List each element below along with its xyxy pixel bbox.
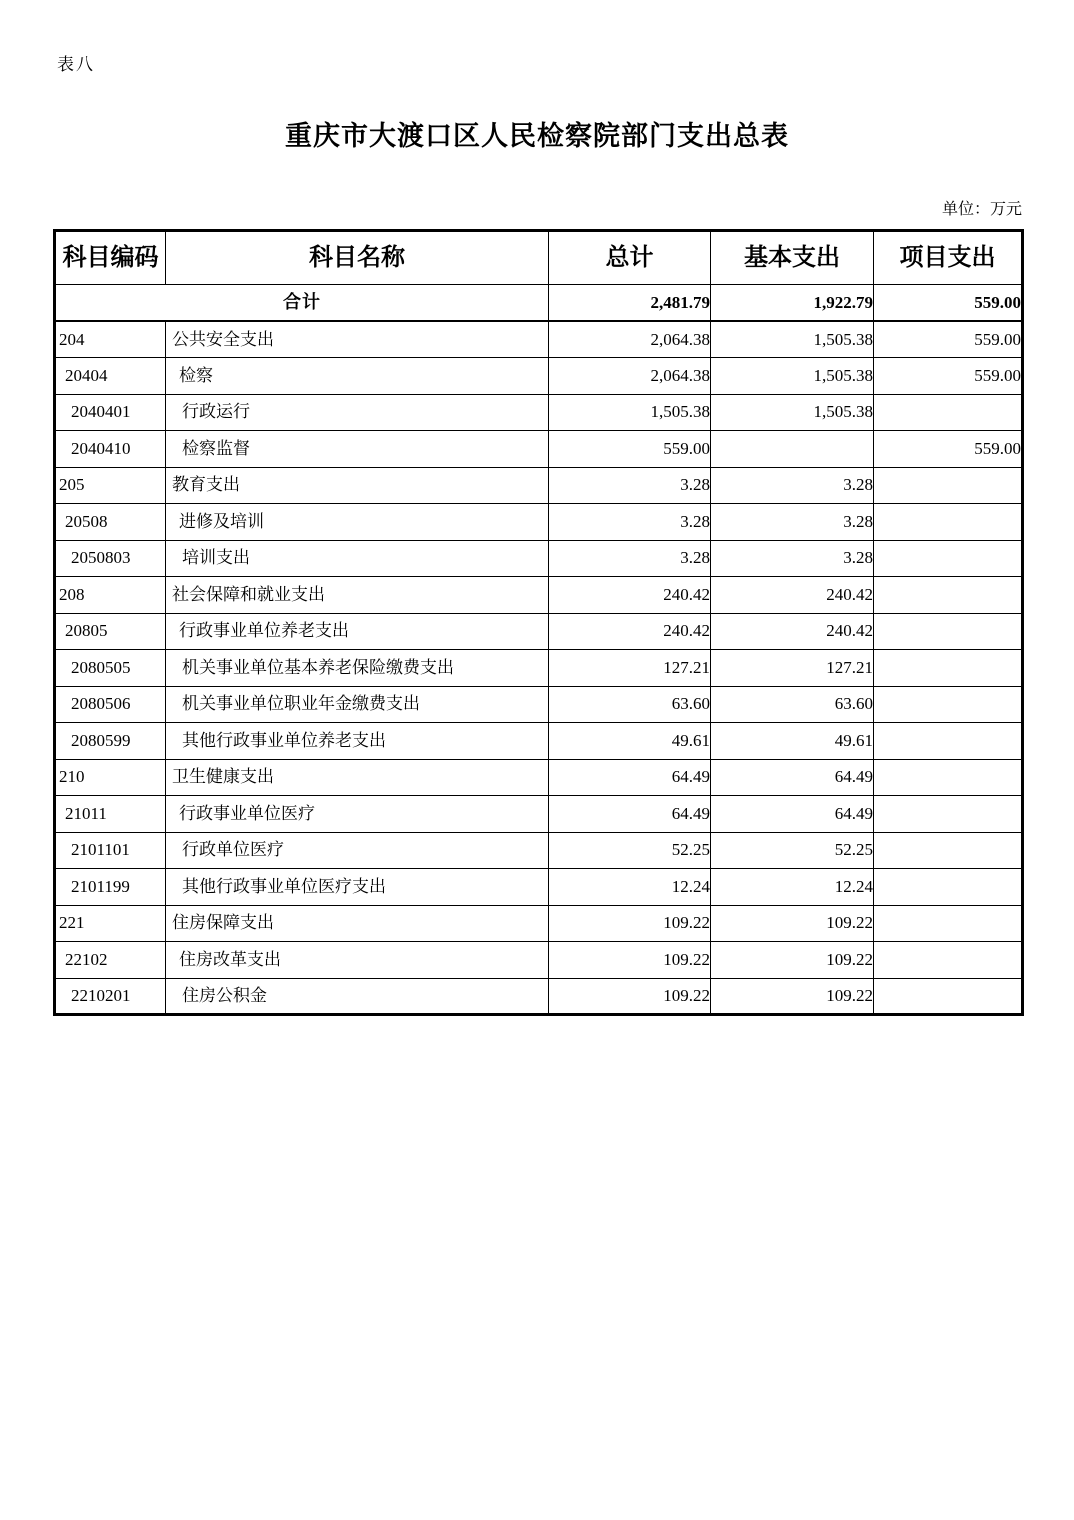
total-value-cell: 109.22 bbox=[549, 942, 711, 979]
subject-code-cell: 204 bbox=[55, 321, 166, 358]
subject-name-cell: 行政事业单位养老支出 bbox=[166, 613, 549, 650]
table-row bbox=[55, 577, 1023, 614]
project-value-cell bbox=[874, 869, 1023, 906]
project-value-cell bbox=[874, 650, 1023, 687]
table-row bbox=[55, 796, 1023, 833]
subject-code-cell: 2040401 bbox=[55, 394, 166, 431]
table-row bbox=[55, 613, 1023, 650]
basic-value-cell: 64.49 bbox=[711, 796, 874, 833]
subject-code-cell: 2080506 bbox=[55, 686, 166, 723]
table-row bbox=[55, 540, 1023, 577]
subject-code-cell: 2101199 bbox=[55, 869, 166, 906]
page-title: 重庆市大渡口区人民检察院部门支出总表 bbox=[285, 121, 789, 151]
total-value-cell: 109.22 bbox=[549, 978, 711, 1015]
total-value-cell: 2,064.38 bbox=[549, 321, 711, 358]
total-value-cell: 63.60 bbox=[549, 686, 711, 723]
subject-code-cell: 20508 bbox=[55, 504, 166, 541]
total-value-cell: 559.00 bbox=[549, 431, 711, 468]
project-value-cell: 559.00 bbox=[874, 358, 1023, 395]
project-value-cell bbox=[874, 540, 1023, 577]
total-value-cell: 64.49 bbox=[549, 796, 711, 833]
basic-value-cell: 52.25 bbox=[711, 832, 874, 869]
total-value-cell: 3.28 bbox=[549, 504, 711, 541]
project-value-cell bbox=[874, 504, 1023, 541]
project-value-cell bbox=[874, 905, 1023, 942]
total-value-cell: 240.42 bbox=[549, 613, 711, 650]
subject-name-cell: 培训支出 bbox=[166, 540, 549, 577]
subject-code-cell: 2101101 bbox=[55, 832, 166, 869]
table-row bbox=[55, 467, 1023, 504]
project-value-cell bbox=[874, 577, 1023, 614]
col-header-total: 总计 bbox=[549, 231, 711, 285]
subject-code-cell: 21011 bbox=[55, 796, 166, 833]
basic-value-cell: 3.28 bbox=[711, 540, 874, 577]
subject-name-cell: 检察 bbox=[166, 358, 549, 395]
project-value-cell bbox=[874, 686, 1023, 723]
table-row bbox=[55, 504, 1023, 541]
total-value-cell: 12.24 bbox=[549, 869, 711, 906]
project-value-cell bbox=[874, 796, 1023, 833]
subject-name-cell: 住房保障支出 bbox=[166, 905, 549, 942]
basic-value-cell: 109.22 bbox=[711, 905, 874, 942]
project-value-cell bbox=[874, 978, 1023, 1015]
subject-code-cell: 20805 bbox=[55, 613, 166, 650]
col-header-subject-name: 科目名称 bbox=[166, 231, 549, 285]
table-row bbox=[55, 358, 1023, 395]
total-value-cell: 109.22 bbox=[549, 905, 711, 942]
subject-code-cell: 22102 bbox=[55, 942, 166, 979]
subject-name-cell: 行政事业单位医疗 bbox=[166, 796, 549, 833]
project-value-cell: 559.00 bbox=[874, 431, 1023, 468]
subject-name-cell: 其他行政事业单位养老支出 bbox=[166, 723, 549, 760]
total-value-cell: 3.28 bbox=[549, 467, 711, 504]
subject-name-cell: 教育支出 bbox=[166, 467, 549, 504]
total-value-cell: 127.21 bbox=[549, 650, 711, 687]
subject-name-cell: 住房改革支出 bbox=[166, 942, 549, 979]
subject-name-cell: 住房公积金 bbox=[166, 978, 549, 1015]
basic-value-cell: 109.22 bbox=[711, 942, 874, 979]
col-header-subject-code: 科目编码 bbox=[55, 231, 166, 285]
unit-label: 单位：万元 bbox=[941, 201, 1022, 218]
table-row bbox=[55, 869, 1023, 906]
subject-code-cell: 2210201 bbox=[55, 978, 166, 1015]
basic-value-cell: 240.42 bbox=[711, 613, 874, 650]
project-value-cell bbox=[874, 723, 1023, 760]
basic-value-cell bbox=[711, 431, 874, 468]
table-header-row bbox=[55, 231, 1023, 285]
basic-value-cell: 1,505.38 bbox=[711, 394, 874, 431]
basic-value-cell: 109.22 bbox=[711, 978, 874, 1015]
project-value-cell bbox=[874, 394, 1023, 431]
subject-code-cell: 205 bbox=[55, 467, 166, 504]
basic-value-cell: 127.21 bbox=[711, 650, 874, 687]
basic-value-cell: 1,505.38 bbox=[711, 321, 874, 358]
project-value-cell bbox=[874, 613, 1023, 650]
basic-value-cell: 49.61 bbox=[711, 723, 874, 760]
total-value-cell: 52.25 bbox=[549, 832, 711, 869]
table-number-label: 表八 bbox=[57, 55, 95, 74]
table-row bbox=[55, 978, 1023, 1015]
subject-name-cell: 行政单位医疗 bbox=[166, 832, 549, 869]
project-value-cell bbox=[874, 759, 1023, 796]
basic-value-cell: 64.49 bbox=[711, 759, 874, 796]
subject-name-cell: 检察监督 bbox=[166, 431, 549, 468]
table-row bbox=[55, 650, 1023, 687]
subject-code-cell: 210 bbox=[55, 759, 166, 796]
table-row bbox=[55, 321, 1023, 358]
subject-name-cell: 行政运行 bbox=[166, 394, 549, 431]
subject-code-cell: 208 bbox=[55, 577, 166, 614]
total-value-cell: 3.28 bbox=[549, 540, 711, 577]
subject-name-cell: 公共安全支出 bbox=[166, 321, 549, 358]
grand-total-project-cell: 559.00 bbox=[874, 285, 1023, 322]
subject-code-cell: 20404 bbox=[55, 358, 166, 395]
table-row bbox=[55, 905, 1023, 942]
total-value-cell: 49.61 bbox=[549, 723, 711, 760]
grand-total-basic-cell: 1,922.79 bbox=[711, 285, 874, 322]
basic-value-cell: 240.42 bbox=[711, 577, 874, 614]
table-row bbox=[55, 942, 1023, 979]
table-body bbox=[55, 285, 1023, 1015]
total-value-cell: 240.42 bbox=[549, 577, 711, 614]
subject-code-cell: 2050803 bbox=[55, 540, 166, 577]
subject-name-cell: 机关事业单位基本养老保险缴费支出 bbox=[166, 650, 549, 687]
subject-code-cell: 2040410 bbox=[55, 431, 166, 468]
basic-value-cell: 63.60 bbox=[711, 686, 874, 723]
subject-code-cell: 2080505 bbox=[55, 650, 166, 687]
subject-name-cell: 卫生健康支出 bbox=[166, 759, 549, 796]
project-value-cell: 559.00 bbox=[874, 321, 1023, 358]
total-value-cell: 1,505.38 bbox=[549, 394, 711, 431]
basic-value-cell: 1,505.38 bbox=[711, 358, 874, 395]
project-value-cell bbox=[874, 467, 1023, 504]
expenditure-table bbox=[53, 229, 1024, 1016]
subject-code-cell: 221 bbox=[55, 905, 166, 942]
total-value-cell: 2,064.38 bbox=[549, 358, 711, 395]
subject-code-cell: 2080599 bbox=[55, 723, 166, 760]
table-row bbox=[55, 431, 1023, 468]
grand-total-total-cell: 2,481.79 bbox=[549, 285, 711, 322]
table-row bbox=[55, 686, 1023, 723]
table-row bbox=[55, 759, 1023, 796]
subject-name-cell: 其他行政事业单位医疗支出 bbox=[166, 869, 549, 906]
project-value-cell bbox=[874, 832, 1023, 869]
subject-name-cell: 进修及培训 bbox=[166, 504, 549, 541]
table-row bbox=[55, 723, 1023, 760]
basic-value-cell: 3.28 bbox=[711, 504, 874, 541]
basic-value-cell: 12.24 bbox=[711, 869, 874, 906]
subject-name-cell: 机关事业单位职业年金缴费支出 bbox=[166, 686, 549, 723]
total-value-cell: 64.49 bbox=[549, 759, 711, 796]
col-header-basic: 基本支出 bbox=[711, 231, 874, 285]
grand-total-row bbox=[55, 285, 1023, 322]
grand-total-label-cell: 合计 bbox=[55, 285, 549, 322]
subject-name-cell: 社会保障和就业支出 bbox=[166, 577, 549, 614]
table-row bbox=[55, 832, 1023, 869]
table-row bbox=[55, 394, 1023, 431]
basic-value-cell: 3.28 bbox=[711, 467, 874, 504]
project-value-cell bbox=[874, 942, 1023, 979]
col-header-project: 项目支出 bbox=[874, 231, 1023, 285]
